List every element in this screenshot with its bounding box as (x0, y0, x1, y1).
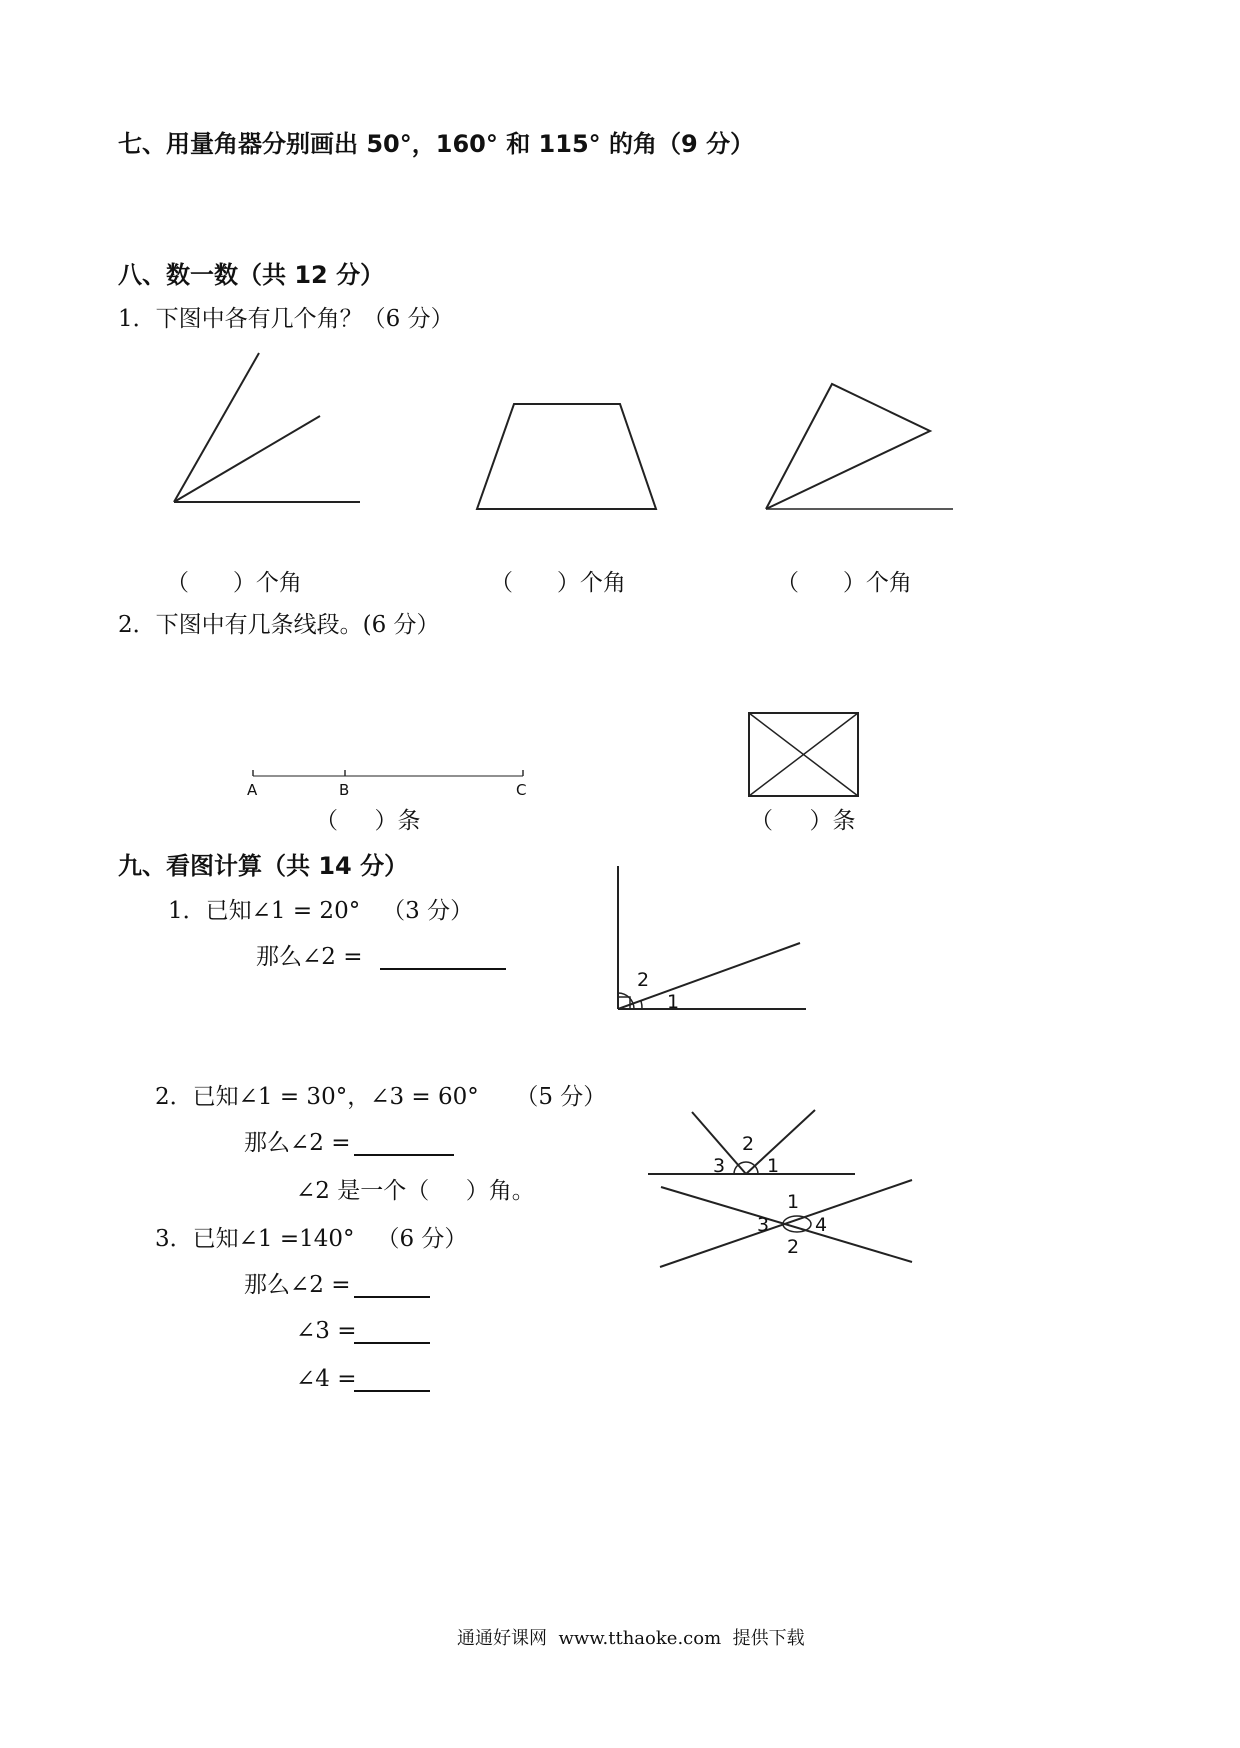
angle-3-label: 3 (713, 1155, 726, 1177)
q7-title: 七、用量角器分别画出 50°，160° 和 115° 的角（9 分） (118, 130, 755, 158)
q8-p2-answer-rect: （ ）条 (750, 808, 856, 834)
point-c-label: C (516, 781, 527, 799)
angle-1-label-b: 1 (767, 1155, 780, 1177)
q8-p1-answer-3: （ ）个角 (776, 570, 912, 596)
point-b-label: B (339, 781, 350, 799)
angle-2-label-c: 2 (787, 1236, 800, 1258)
segment-abc-figure (247, 770, 526, 799)
rectangle-diagonals-figure (749, 713, 858, 796)
footer-text: 通通好课网 www.tthaoke.com 提供下载 (457, 1628, 805, 1649)
angle-4-label-c: 4 (815, 1214, 828, 1236)
q8-p1-answer-1: （ ）个角 (166, 570, 302, 596)
q9-p3-ask3: ∠3 = (296, 1318, 357, 1344)
q9-p2-ask: 那么∠2 = (244, 1130, 351, 1156)
angle-1-label-c: 1 (787, 1191, 800, 1213)
angle-2-label: 2 (637, 969, 650, 991)
right-angle-figure (618, 866, 806, 1013)
q9-p3-given: 3．已知∠1 =140° （6 分） (155, 1226, 468, 1252)
q8-p1-title: 1．下图中各有几个角？（6 分） (118, 306, 454, 332)
angle-3-label-c: 3 (757, 1214, 770, 1236)
q8-p2-answer-line: （ ）条 (315, 808, 421, 834)
point-a-label: A (247, 781, 258, 799)
triangle-figure (766, 384, 953, 509)
q9-p3-ask4: ∠4 = (296, 1366, 357, 1392)
q9-title: 九、看图计算（共 14 分） (118, 852, 409, 880)
q9-p2-given: 2．已知∠1 = 30°，∠3 = 60° （5 分） (155, 1084, 607, 1110)
angle-2-label-b: 2 (742, 1133, 755, 1155)
fan-angle-figure (174, 353, 360, 502)
q8-p1-answer-2: （ ）个角 (490, 570, 626, 596)
q9-p2-ask2: ∠2 是一个（ ）角。 (296, 1178, 535, 1204)
angle-1-label: 1 (667, 991, 680, 1013)
q9-p3-ask2: 那么∠2 = (244, 1272, 351, 1298)
q9-p1-given: 1．已知∠1 = 20° （3 分） (168, 898, 474, 924)
q8-p2-title: 2．下图中有几条线段。(6 分） (118, 612, 440, 638)
trapezoid-figure (477, 404, 656, 509)
intersecting-lines-figure (660, 1180, 912, 1267)
q8-title: 八、数一数（共 12 分） (118, 261, 385, 289)
q9-p1-ask: 那么∠2 = (256, 944, 363, 970)
v-rays-figure (648, 1110, 855, 1177)
